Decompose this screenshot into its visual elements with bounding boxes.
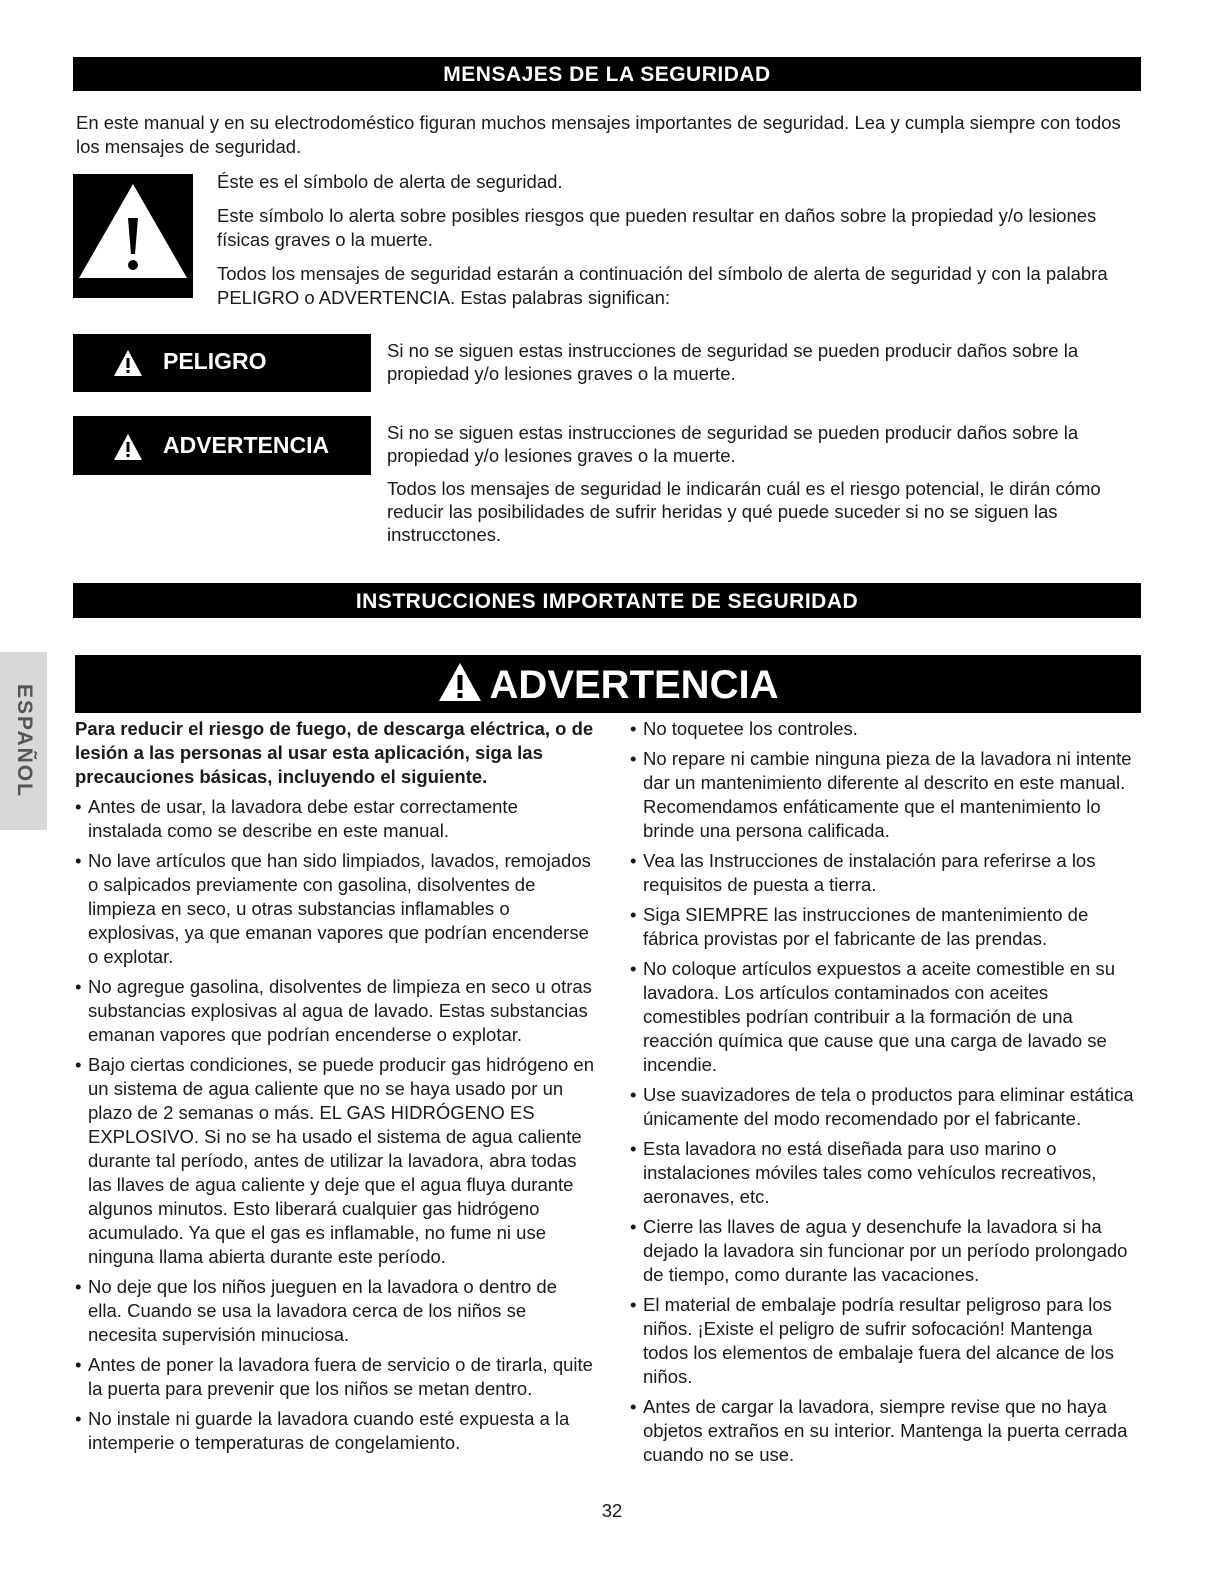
alert-text-1: Éste es el símbolo de alerta de seguridad. [217, 171, 563, 192]
intro-paragraph: En este manual y en su electrodoméstico figuran muchos mensajes importantes de seguridad. Lea y cumpla siempre con todos los mensajes de seguridad. [76, 112, 1121, 157]
page-number: 32 [601, 1500, 623, 1521]
list-item: • Antes de cargar la lavadora, siempre revise que no haya objetos extraños en su interior. Mantenga la puerta cerrada cuando no se use. [630, 1395, 1140, 1467]
list-item: • Use suavizadores de tela o productos para eliminar estática únicamente del modo recomendado por el fabricante. [630, 1083, 1140, 1131]
warning-triangle-icon [113, 433, 143, 461]
right-bullet-list [630, 717, 1140, 1467]
alert-text-3: Todos los mensajes de seguridad estarán a continuación del símbolo de alerta de seguridad y con la palabra PELIGRO o ADVERTENCIA. Estas palabras significan: [217, 263, 1108, 308]
advertencia-extra-text: Todos los mensajes de seguridad le indicarán cuál es el riesgo potencial, le dirán cómo reducir las posibilidades de sufrir heridas y qué puede suceder si no se siguen las instrucctones. [387, 478, 1101, 545]
peligro-text: Si no se siguen estas instrucciones de seguridad se pueden producir daños sobre la propiedad y/o lesiones graves o la muerte. [387, 340, 1079, 384]
list-item: • No instale ni guarde la lavadora cuando esté expuesta a la intemperie o temperaturas de congelamiento. [75, 1407, 595, 1455]
list-item: • Vea las Instrucciones de instalación para referirse a los requisitos de puesta a tierra. [630, 849, 1140, 897]
signal-word-peligro [73, 334, 371, 392]
left-column [75, 717, 595, 1461]
list-item: • Siga SIEMPRE las instrucciones de mantenimiento de fábrica provistas por el fabricante de las prendas. [630, 903, 1140, 951]
list-item: • No repare ni cambie ninguna pieza de la lavadora ni intente dar un mantenimiento diferente al descrito en este manual. Recomendamos enfáticamente que el mantenimiento lo brinde una persona calificada. [630, 747, 1140, 843]
list-item: • No toquetee los controles. [630, 717, 1140, 741]
list-item: • Esta lavadora no está diseñada para uso marino o instalaciones móviles tales como vehículos recreativos, aeronaves, etc. [630, 1137, 1140, 1209]
peligro-description [387, 339, 1147, 395]
list-item: • El material de embalaje podría resultar peligroso para los niños. ¡Existe el peligro de sufrir sofocación! Mantenga todos los elementos de embalaje fuera del alcance de los niños. [630, 1293, 1140, 1389]
safety-alert-symbol [73, 174, 193, 298]
warning-banner-label: ADVERTENCIA [489, 663, 779, 707]
alert-text-2: Este símbolo lo alerta sobre posibles riesgos que pueden resultar en daños sobre la propiedad y/o lesiones físicas graves o la muerte. [217, 205, 1097, 250]
language-side-tab [0, 652, 47, 830]
language-tab-label: ESPAÑOL [12, 684, 36, 798]
right-column [630, 717, 1140, 1473]
advertencia-label: ADVERTENCIA [163, 432, 330, 458]
warning-triangle-icon [113, 349, 143, 377]
list-item: • No coloque artículos expuestos a aceite comestible en su lavadora. Los artículos contaminados con aceites comestibles podrían contribuir a la formación de una reacción química que cause que una carga de lavado se incendie. [630, 957, 1140, 1077]
list-item: • Cierre las llaves de agua y desenchufe la lavadora si ha dejado la lavadora sin funcionar por un período prolongado de tiempo, como durante las vacaciones. [630, 1215, 1140, 1287]
warning-triangle-icon [438, 662, 482, 702]
alert-symbol-explanation [217, 170, 1117, 320]
section-header-important-instructions: INSTRUCCIONES IMPORTANTE DE SEGURIDAD [73, 583, 1141, 618]
signal-word-advertencia [73, 416, 371, 475]
warning-triangle-icon [73, 174, 193, 298]
list-item: • Antes de usar, la lavadora debe estar correctamente instalada como se describe en este manual. [75, 795, 595, 843]
left-bullet-list [75, 795, 595, 1455]
section-header-safety-messages: MENSAJES DE LA SEGURIDAD [73, 57, 1141, 91]
lead-paragraph: Para reducir el riesgo de fuego, de descarga eléctrica, o de lesión a las personas al usar esta aplicación, siga las precauciones básicas, incluyendo el siguiente. [75, 718, 594, 787]
peligro-label: PELIGRO [163, 348, 267, 374]
advertencia-description [387, 421, 1147, 556]
list-item: • Antes de poner la lavadora fuera de servicio o de tirarla, quite la puerta para prevenir que los niños se metan dentro. [75, 1353, 595, 1401]
list-item: • Bajo ciertas condiciones, se puede producir gas hidrógeno en un sistema de agua caliente que no se haya usado por un plazo de 2 semanas o más. EL GAS HIDRÓGENO ES EXPLOSIVO. Si no se ha usado el sistema de agua caliente durante tal período, antes de utilizar la lavadora, abra todas las llaves de agua caliente y deje que el agua fluya durante algunos minutos. Esto liberará cualquier gas hidrógeno acumulado. Ya que el gas es inflamable, no fume ni use ninguna llama abierta durante este período. [75, 1053, 595, 1269]
list-item: • No lave artículos que han sido limpiados, lavados, remojados o salpicados previamente con gasolina, disolventes de limpieza en seco, u otras substancias inflamables o explosivas, ya que emanan vapores que podrían encenderse o explotar. [75, 849, 595, 969]
warning-banner [75, 655, 1141, 713]
advertencia-text: Si no se siguen estas instrucciones de seguridad se pueden producir daños sobre la propiedad y/o lesiones graves o la muerte. [387, 422, 1079, 466]
list-item: • No agregue gasolina, disolventes de limpieza en seco u otras substancias explosivas al agua de lavado. Estas substancias emanan vapores que podrían encenderse o explotar. [75, 975, 595, 1047]
list-item: • No deje que los niños jueguen en la lavadora o dentro de ella. Cuando se usa la lavadora cerca de los niños se necesita supervisión minuciosa. [75, 1275, 595, 1347]
